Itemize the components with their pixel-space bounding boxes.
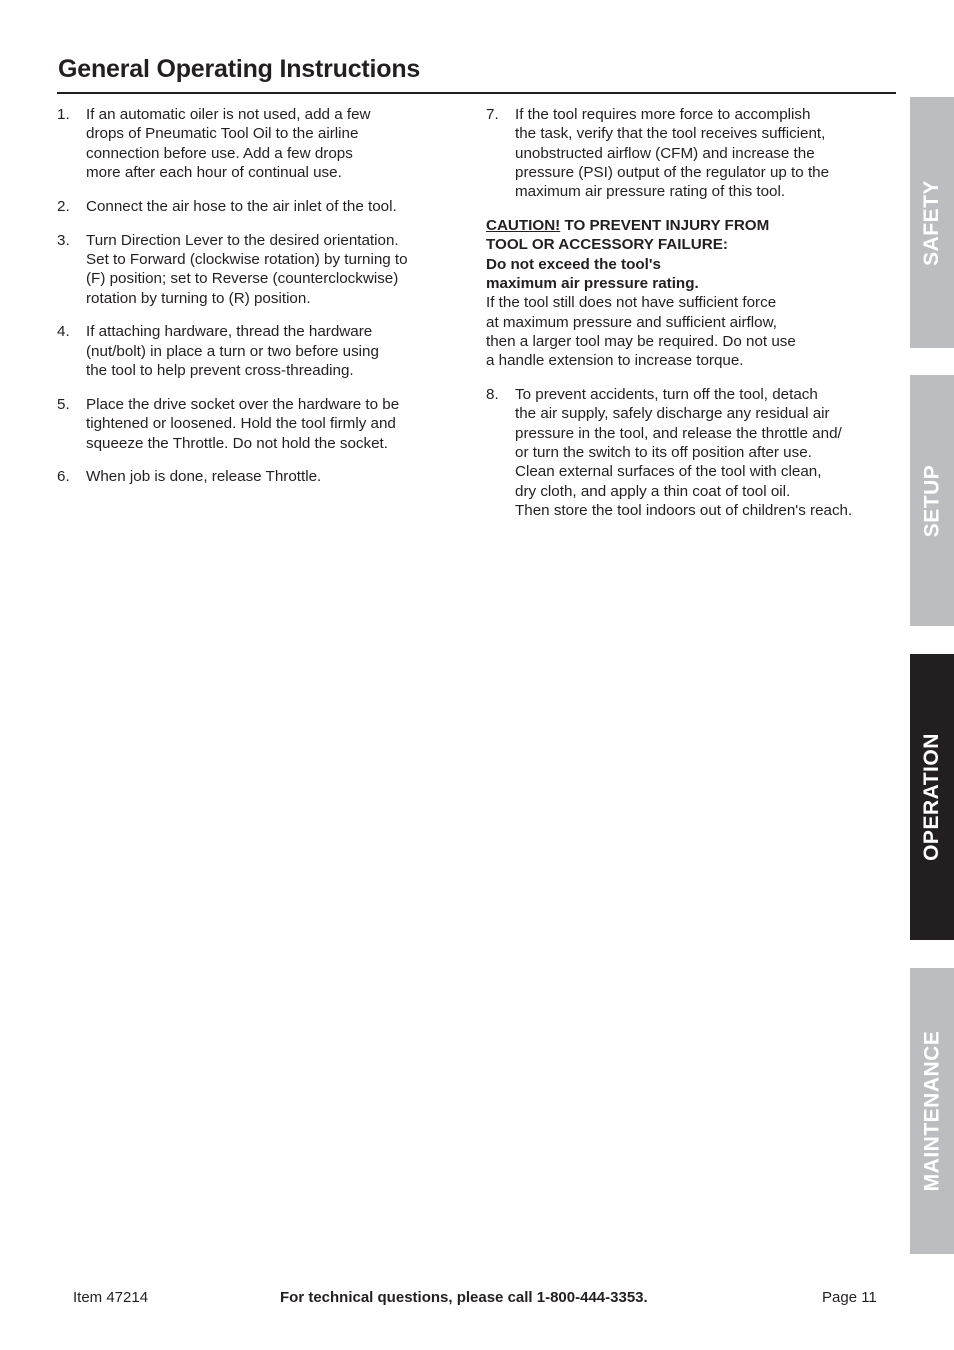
item-text: If attaching hardware, thread the hardware (nut/bolt) in place a turn or two before using the tool to help prevent cross-threading. (86, 323, 379, 380)
instruction-item-7 (486, 105, 881, 201)
instruction-item-4 (57, 322, 442, 380)
item-number: 4. (57, 323, 70, 341)
caution-body: If the tool still does not have sufficient force at maximum pressure and sufficient airflow, then a larger tool may be required. Do not use a handle extension to increase torque. (486, 294, 796, 370)
footer-page-number: Page 11 (822, 1289, 877, 1306)
item-text: When job is done, release Throttle. (86, 468, 322, 486)
item-number: 6. (57, 468, 70, 486)
item-text: Connect the air hose to the air inlet of the tool. (86, 197, 397, 215)
footer-item-number: Item 47214 (73, 1289, 149, 1306)
item-text: Turn Direction Lever to the desired orientation. Set to Forward (clockwise rotation) by turning to (F) position; set to Reverse (counterclockwise) rotation by turning to (R) position. (86, 231, 408, 307)
tab-label: SETUP (920, 464, 944, 537)
right-column (486, 105, 881, 535)
instruction-item-5 (57, 395, 442, 453)
item-text: Place the drive socket over the hardware to be tightened or loosened. Hold the tool firmly and squeeze the Throttle. Do not hold the socket. (86, 395, 400, 452)
item-text: If the tool requires more force to accomplish the task, verify that the tool receives sufficient, unobstructed airflow (CFM) and increase the pressure (PSI) output of the regulator up to the maximum air pressure rating of this tool. (515, 106, 830, 201)
tab-setup[interactable] (910, 375, 954, 626)
item-number: 3. (57, 231, 70, 249)
instruction-item-6 (57, 467, 442, 486)
item-number: 2. (57, 197, 70, 215)
item-text: If an automatic oiler is not used, add a few drops of Pneumatic Tool Oil to the airline connection before use. Add a few drops more after each hour of continual use. (86, 106, 371, 181)
caution-heading-text: TO PREVENT INJURY FROM TOOL OR ACCESSORY FAILURE: Do not exceed the tool's maximum air pressure rating. (486, 217, 770, 292)
tab-safety[interactable] (910, 97, 954, 348)
tab-maintenance[interactable] (910, 968, 954, 1254)
item-number: 7. (486, 106, 499, 123)
tab-label: SAFETY (920, 179, 943, 266)
instruction-item-8 (486, 385, 881, 520)
instruction-item-1 (57, 105, 442, 182)
item-number: 1. (57, 106, 70, 123)
instruction-item-2 (57, 197, 442, 216)
tab-label: OPERATION (920, 733, 944, 861)
footer-help-line: For technical questions, please call 1-800-444-3353. (280, 1289, 648, 1306)
title-divider (57, 92, 896, 94)
page-title: General Operating Instructions (58, 55, 421, 83)
caution-heading (486, 216, 881, 293)
instruction-item-3 (57, 231, 442, 308)
left-column (57, 105, 442, 501)
tab-operation[interactable] (910, 654, 954, 940)
caution-block (486, 216, 881, 370)
item-number: 5. (57, 395, 70, 413)
tab-label: MAINTENANCE (920, 1030, 944, 1192)
item-text: To prevent accidents, turn off the tool, detach the air supply, safely discharge any residual air pressure in the tool, and release the throttle and/ or turn the switch to its off position after use. Clean external surfaces of the tool with clean, dry cloth, and apply a thin coat of tool oil. Then store the tool indoors out of children's reach. (515, 386, 853, 519)
item-number: 8. (486, 386, 499, 404)
caution-label: CAUTION! (486, 217, 561, 235)
